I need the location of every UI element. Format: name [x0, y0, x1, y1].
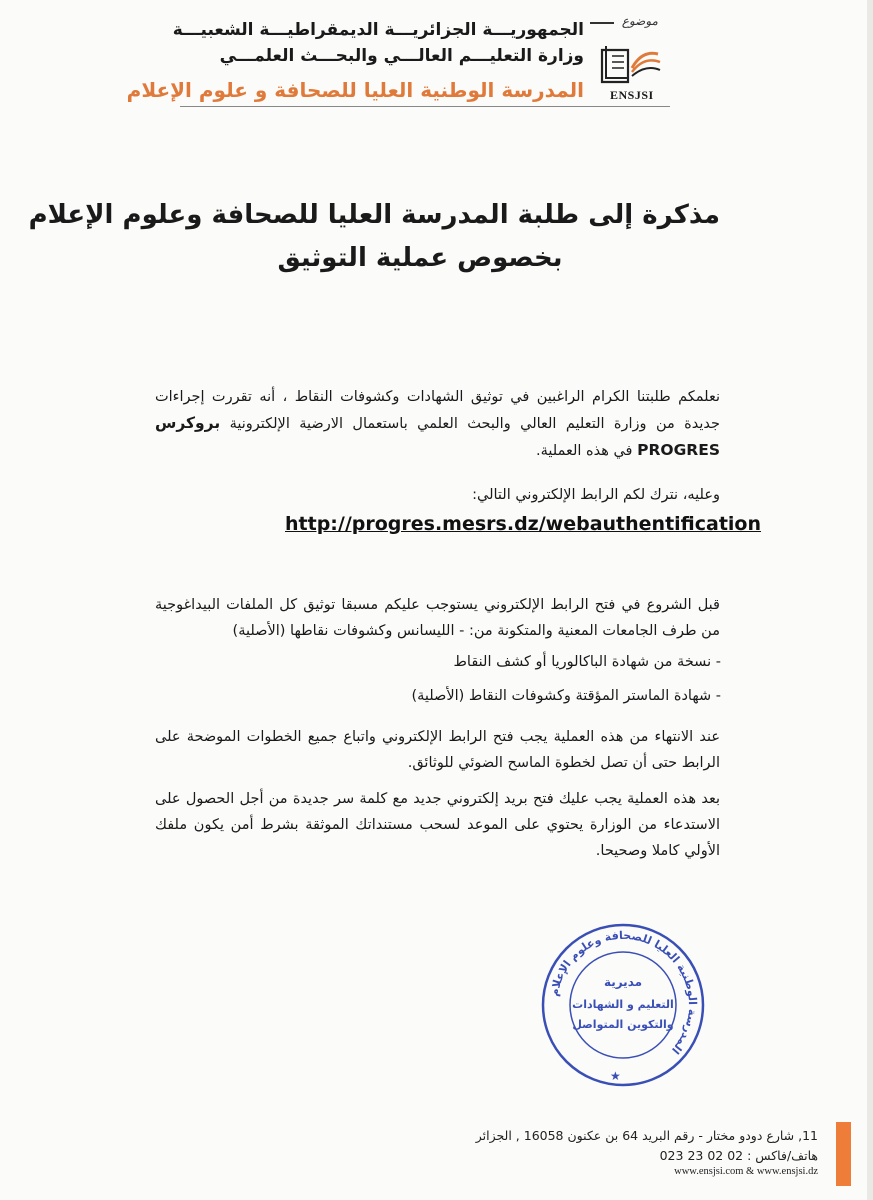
stamp-line1: مديرية	[603, 975, 643, 989]
logo-rule-top	[590, 22, 614, 24]
paragraph-intro	[155, 384, 720, 464]
paragraph-steps: عند الانتهاء من هذه العملية يجب فتح الرابط الإلكتروني واتباع جميع الخطوات الموضحة على الرابط حتى أن تصل لخطوة الماسح الضوئي للوثائق.	[155, 729, 720, 771]
stamp-line3: والتكوين المتواصل	[572, 1018, 674, 1031]
paragraph-link-intro: وعليه، نترك لكم الرابط الإلكتروني التالي:	[472, 487, 720, 503]
footer-address: 11, شارع دودو مختار - رقم البريد 64 بن عكنون 16058 , الجزائر	[475, 1128, 818, 1143]
logo-text: ENSJSI	[610, 88, 654, 102]
ministry-name: وزارة التعليـــم العالـــي والبحـــث العلمـــي	[219, 46, 584, 66]
memo-title-line2: بخصوص عملية التوثيق	[277, 243, 563, 273]
paragraph-prerequisites: قبل الشروع في فتح الرابط الإلكتروني يستوجب عليكم مسبقا توثيق كل الملفات البيداغوجية من طرف الجامعات المعنية والمتكونة من: - الليسانس وكشوفات نقاطها (الأصلية)	[155, 597, 720, 639]
letterhead	[126, 12, 670, 112]
footer-website[interactable]: www.ensjsi.com & www.ensjsi.dz	[674, 1166, 818, 1177]
progres-platform-name: بروكرس PROGRES	[155, 414, 720, 459]
intro-text-start: نعلمكم طلبتنا الكرام الراغبين في توثيق الشهادات وكشوفات النقاط ، أنه تقررت إجراءات جديدة من وزارة التعليم العالي والبحث العلمي باستعمال الارضية الإلكترونية	[155, 389, 720, 432]
svg-text:المدرسة الوطنية العليا للصحافة	[548, 929, 699, 1057]
stamp-ring-text: المدرسة الوطنية العليا للصحافة وعلوم الإعلام	[547, 928, 700, 1057]
school-name: المدرسة الوطنية العليا للصحافة و علوم الإعلام	[126, 78, 584, 102]
scan-edge	[867, 0, 873, 1200]
list-item-baccalaureate: - نسخة من شهادة الباكالوريا أو كشف النقاط	[453, 654, 721, 670]
progres-link[interactable]: http://progres.mesrs.dz/webauthentification	[285, 513, 762, 535]
logo-motto: موضوع	[621, 14, 658, 28]
header-divider	[180, 106, 670, 107]
intro-text-end: في هذه العملية.	[536, 443, 638, 459]
book-icon	[598, 42, 662, 86]
list-item-master: - شهادة الماستر المؤقتة وكشوفات النقاط (الأصلية)	[411, 688, 721, 704]
official-stamp	[538, 920, 708, 1090]
stamp-line2: التعليم و الشهادات	[572, 998, 674, 1011]
footer-phone: هاتف/فاكس : 02 02 23 023	[659, 1148, 818, 1163]
footer-accent-bar	[836, 1122, 851, 1186]
star-icon: ★	[610, 1069, 621, 1083]
memo-title-line1: مذكرة إلى طلبة المدرسة العليا للصحافة وعلوم الإعلام	[28, 200, 720, 230]
paragraph-email: بعد هذه العملية يجب عليك فتح بريد إلكتروني جديد مع كلمة سر جديدة من أجل الحصول على الاستدعاء من الوزارة يحتوي على الموعد لسحب مستنداتك الموثقة بشرط أمن يكون ملفك الأولي كاملا وصحيحا.	[155, 791, 720, 859]
school-logo	[590, 12, 670, 104]
republic-name: الجمهوريـــة الجزائريـــة الديمقراطيـــة الشعبيـــة	[172, 20, 584, 40]
